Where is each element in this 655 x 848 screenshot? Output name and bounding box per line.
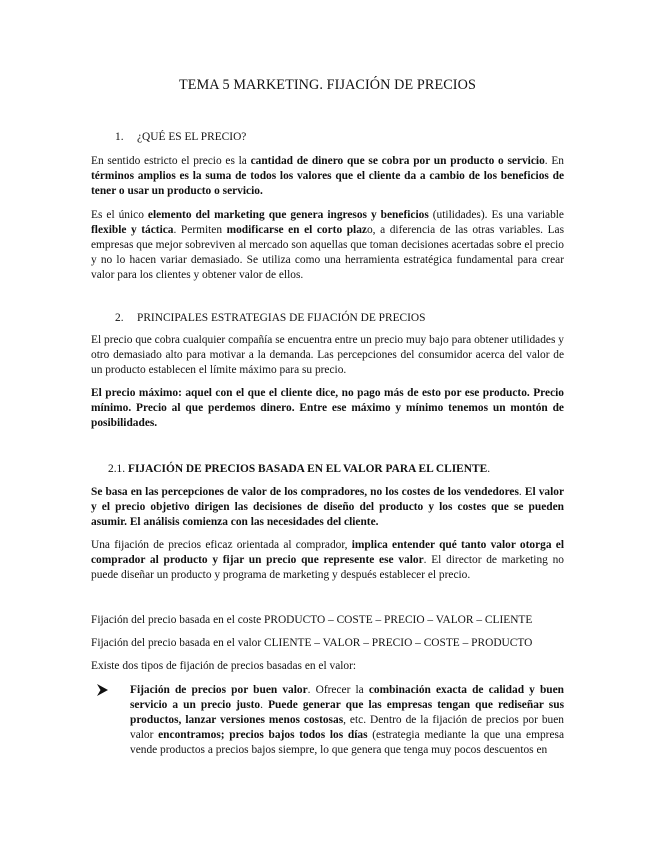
section-2-1-heading-text: FIJACIÓN DE PRECIOS BASADA EN EL VALOR PARA EL CLIENTE: [128, 463, 488, 475]
arrowhead-bullet-icon: [97, 684, 108, 696]
cost-based-pricing-line: Fijación del precio basada en el coste PRODUCTO – COSTE – PRECIO – VALOR – CLIENTE: [91, 614, 533, 626]
section-2-heading-text: PRINCIPALES ESTRATEGIAS DE FIJACIÓN DE PRECIOS: [137, 312, 426, 324]
text-run: implica entender qué tanto valor otorga el comprador al producto y fijar un precio que represente ese valor: [91, 539, 564, 566]
section-2-heading: [115, 311, 426, 326]
text-run: términos amplios es la suma de todos los valores que el cliente da a cambio de los beneficios de tener o usar un producto o servicio.: [91, 170, 564, 197]
section-2-number: 2.: [115, 312, 124, 324]
text-run: flexible y táctica: [91, 224, 174, 236]
good-value-pricing-text: [130, 683, 564, 758]
text-run: (estrategia mediante la que una empresa vende productos a precios bajos siempre, lo que genera que tenga muy pocos descuentos en: [130, 729, 564, 756]
section-2-1-number: 2.1.: [108, 463, 126, 475]
text-run: o, a diferencia de las otras variables. Las empresas que mejor sobreviven al mercado son aquellas que toman decisiones acertadas sobre el precio y no lo hacen variar demasiado. Se utiliza como una herramienta estratégica fundamental para crear valor para los clientes y obtener valor de ellos.: [91, 224, 565, 281]
value-based-pricing-line: Fijación del precio basada en el valor CLIENTE – VALOR – PRECIO – COSTE – PRODUCTO: [91, 637, 533, 649]
text-run: modificarse en el corto plaz: [226, 224, 367, 236]
text-run: En sentido estricto el precio es la: [91, 155, 251, 167]
text-run: El precio que cobra cualquier compañía se encuentra entre un precio muy bajo para obtener utilidades y otro demasiado alto para motivar a la demanda. Las percepciones del consumidor acerca del valor de un producto establecen el límite máximo para su precio.: [91, 334, 564, 376]
section-1-paragraph-2: [91, 208, 564, 283]
page-title: TEMA 5 MARKETING. FIJACIÓN DE PRECIOS: [179, 77, 476, 93]
section-1-number: 1.: [115, 131, 124, 143]
text-run: Fijación de precios por buen valor: [130, 684, 308, 696]
text-run: El precio máximo: aquel con el que el cliente dice, no pago más de esto por ese producto. Precio mínimo. Precio al que perdemos dinero. Entre ese máximo y mínimo tenemos un montón de posibilidades.: [91, 387, 564, 429]
section-1-heading-text: ¿QUÉ ES EL PRECIO?: [137, 131, 247, 143]
text-run: elemento del marketing que genera ingresos y beneficios: [147, 209, 429, 221]
text-run: . Permiten: [173, 224, 227, 236]
section-2-1-heading-end: .: [487, 463, 491, 475]
value-pricing-types-intro: Existe dos tipos de fijación de precios basadas en el valor:: [91, 660, 357, 672]
text-run: El valor y el precio objetivo dirigen las decisiones de diseño del producto y los costes que se pueden asumir. El análisis comienza con las necesidades del cliente.: [91, 486, 565, 528]
text-run: . El director de marketing no puede diseñar un producto y programa de marketing y después establecer el precio.: [91, 554, 564, 581]
text-run: , etc. Dentro de la fijación de precios por buen valor: [130, 714, 564, 741]
text-run: (utilidades). Es una variable: [428, 209, 564, 221]
section-2-1-paragraph-2: [91, 538, 564, 583]
text-run: Una fijación de precios eficaz orientada al comprador,: [91, 539, 352, 551]
section-1-paragraph-1: [91, 154, 564, 199]
text-run: combinación exacta de calidad y buen servicio a un precio justo: [130, 684, 565, 711]
text-run: . Ofrecer la: [307, 684, 369, 696]
text-run: .: [260, 699, 269, 711]
section-1-heading: [115, 130, 246, 145]
text-run: Se basa en las percepciones de valor de los compradores, no los costes de los vendedores: [91, 486, 519, 498]
text-run: Puede generar que las empresas tengan que rediseñar sus productos, lanzar versiones menos costosas: [130, 699, 565, 726]
text-run: . En: [544, 155, 564, 167]
section-2-1-paragraph-1: [91, 485, 564, 530]
text-run: cantidad de dinero que se cobra por un producto o servicio: [250, 155, 545, 167]
section-2-1-heading: [108, 462, 490, 477]
section-2-paragraph-1: [91, 333, 564, 378]
section-2-paragraph-2: [91, 386, 564, 431]
text-run: encontramos; precios bajos todos los días: [158, 729, 368, 741]
text-run: .: [518, 486, 525, 498]
text-run: Es el único: [91, 209, 148, 221]
